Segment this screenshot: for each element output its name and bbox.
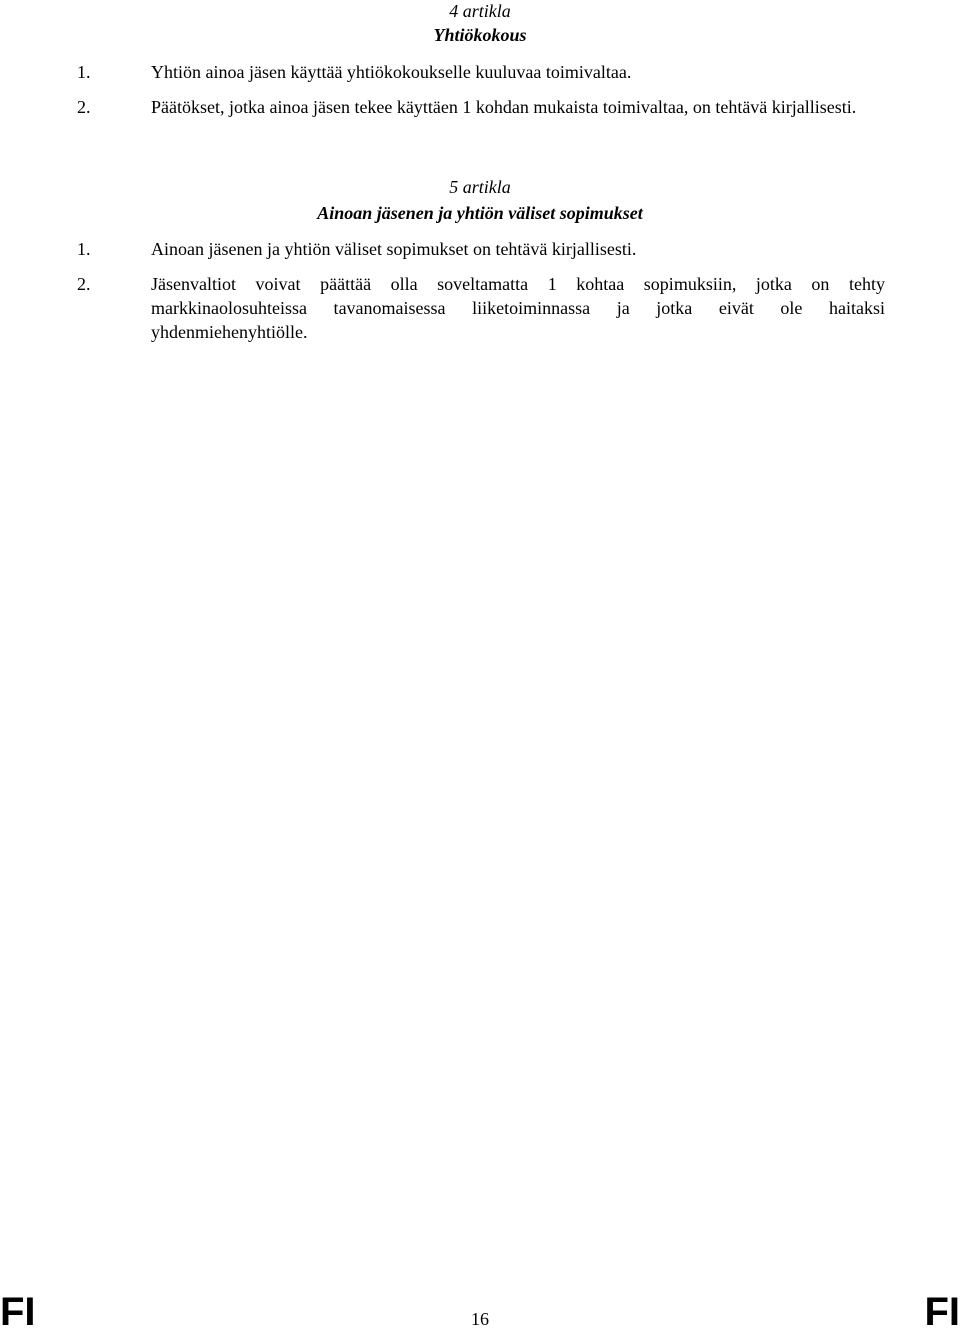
article-5-title: Ainoan jäsenen ja yhtiön väliset sopimukset xyxy=(317,203,643,223)
item-text: Ainoan jäsenen ja yhtiön väliset sopimukset on tehtävä kirjallisesti. xyxy=(151,239,637,259)
item-number: 2. xyxy=(77,274,91,294)
item-text: Yhtiön ainoa jäsen käyttää yhtiökokoukselle kuuluvaa toimivaltaa. xyxy=(151,62,632,82)
page-number: 16 xyxy=(471,1309,489,1329)
article-5-item-1 xyxy=(77,237,885,261)
item-text: Jäsenvaltiot voivat päättää olla soveltamatta 1 kohtaa sopimuksiin, jotka on tehty markkinaolosuhteissa tavanomaisessa liiketoiminnassa ja jotka eivät ole haitaksi yhdenmiehenyhtiölle. xyxy=(151,274,885,342)
article-5-item-2 xyxy=(77,272,885,344)
item-text: Päätökset, jotka ainoa jäsen tekee käyttäen 1 kohdan mukaista toimivaltaa, on tehtävä kirjallisesti. xyxy=(151,97,857,117)
item-number: 1. xyxy=(77,62,91,82)
article-4-number: 4 artikla xyxy=(449,1,511,21)
item-number: 1. xyxy=(77,239,91,259)
article-4-title: Yhtiökokous xyxy=(433,25,527,45)
footer-language-right: FI xyxy=(924,1290,960,1334)
article-5-number: 5 artikla xyxy=(449,177,511,197)
article-4-item-1 xyxy=(77,60,885,84)
item-number: 2. xyxy=(77,97,91,117)
footer-language-left: FI xyxy=(0,1290,36,1334)
article-4-item-2 xyxy=(77,95,885,119)
